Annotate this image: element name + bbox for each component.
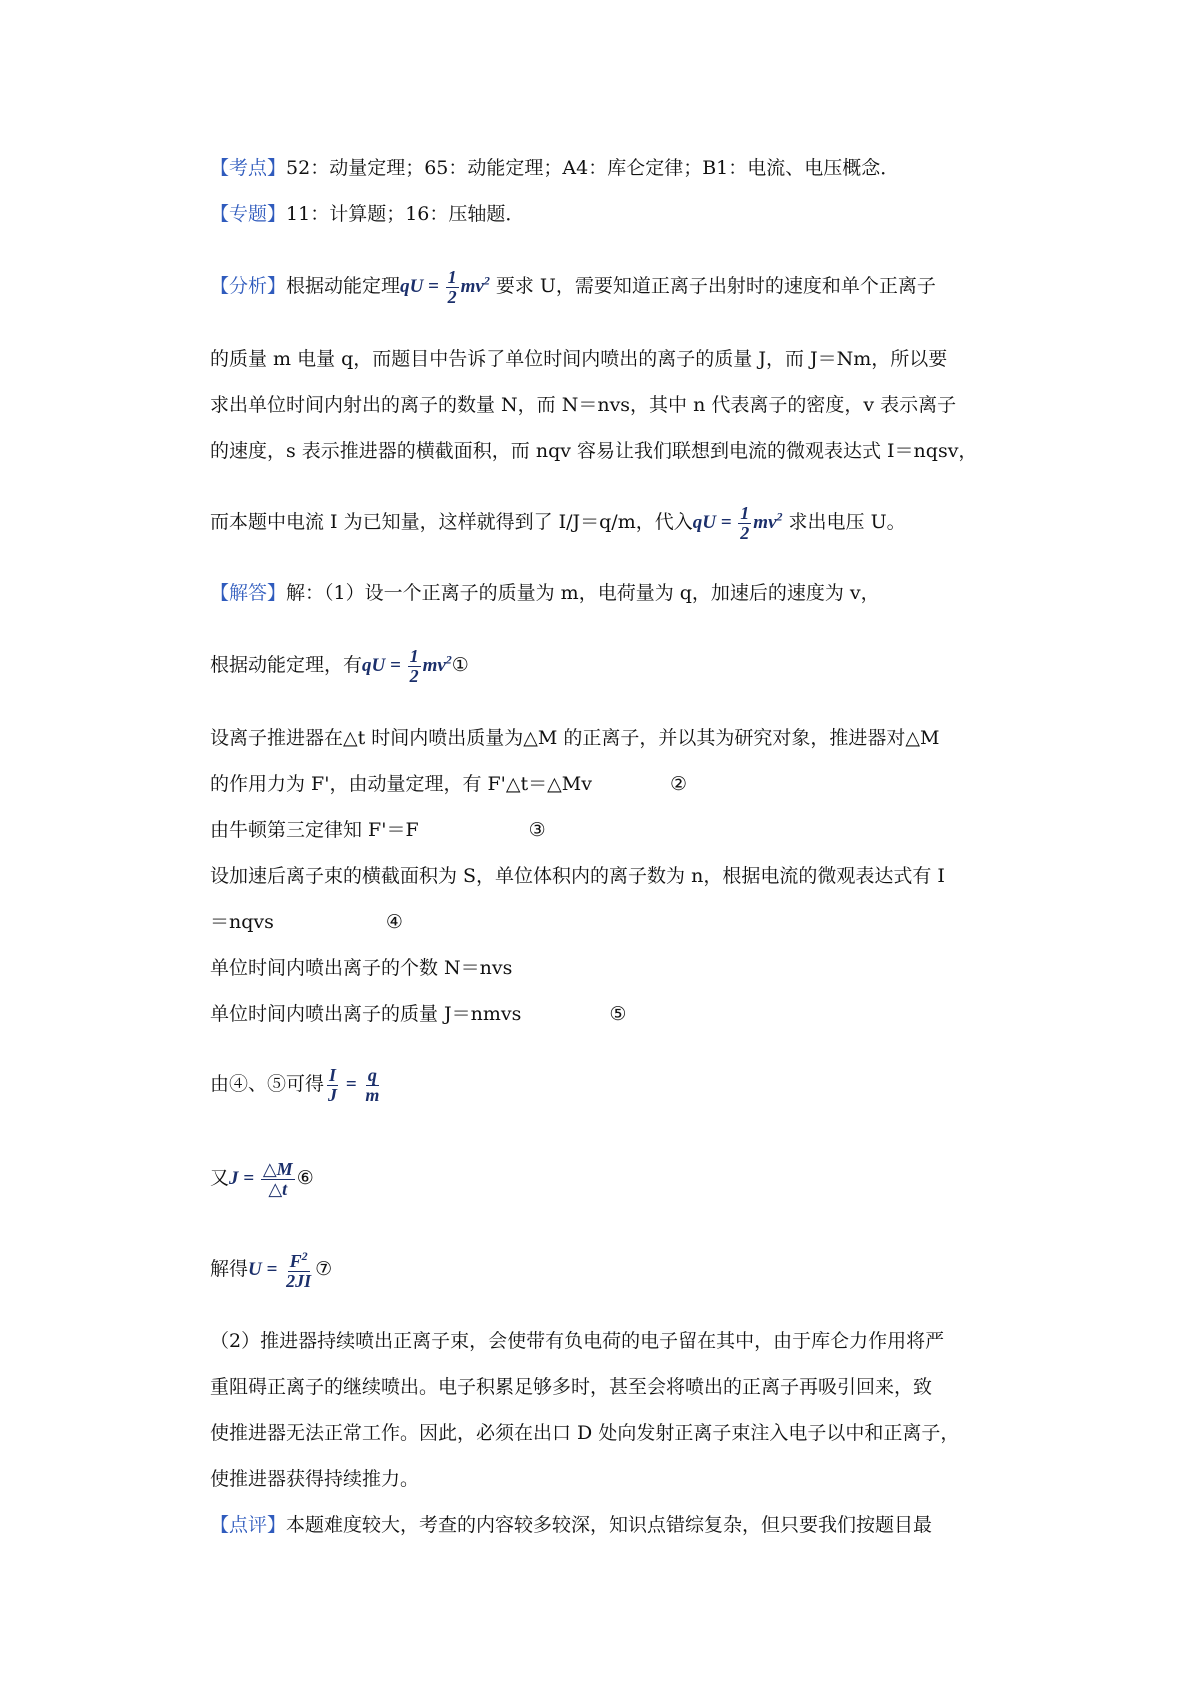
jieda-p2-line-1: （2）推进器持续喷出正离子束，会使带有负电荷的电子留在其中，由于库仑力作用将严: [210, 1330, 945, 1352]
kaodian-text: 52：动量定理；65：动能定理；A4：库仑定律；B1：电流、电压概念．: [286, 157, 900, 179]
fenxi-line-2: 的质量 m 电量 q，而题目中告诉了单位时间内喷出的离子的质量 J，而 J＝Nm，所以要: [210, 348, 948, 370]
jieda-tag: 解答: [229, 582, 268, 604]
jieda-p2-line-3: 使推进器无法正常工作。因此，必须在出口 D 处向发射正离子束注入电子以中和正离子，: [210, 1422, 960, 1444]
jieda-line-6: 设加速后离子束的横截面积为 S，单位体积内的离子数为 n，根据电流的微观表达式有 I: [210, 865, 945, 887]
i-over-j-formula: $\frac{I}{J}$ = $\frac{q}{m}$: [328, 1065, 380, 1105]
jieda-p2-line-4: 使推进器获得持续推力。: [210, 1468, 420, 1490]
fenxi-line-3: 求出单位时间内射出的离子的数量 N，而 N＝nvs，其中 n 代表离子的密度，v 表示离子: [210, 394, 957, 416]
fenxi-text-1b: 要求 U，需要知道正离子出射时的速度和单个正离子: [489, 274, 936, 297]
kinetic-energy-formula: qU = $\frac{1}{2}$ $mv^2$: [362, 646, 452, 686]
jieda-line-10: 由④、⑤可得 $\frac{I}{J}$ = $\frac{q}{m}$: [210, 1066, 383, 1105]
kaodian-tag: 考点: [229, 157, 268, 179]
jieda-line-11: 又J = $\frac{\triangle M}{\triangle t}$ ⑥: [210, 1159, 314, 1199]
jieda-line-4: 的作用力为 F'，由动量定理，有 F'△t＝△Mv ②: [210, 773, 687, 795]
jieda-line-3: 设离子推进器在△t 时间内喷出质量为△M 的正离子，并以其为研究对象，推进器对△M: [210, 727, 940, 749]
fenxi-line-1: 【分析】根据动能定理qU = $\frac{1}{2}$ $mv^2$ 要求 U，需要知道正离子出射时的速度和单个正离子: [210, 267, 936, 307]
kaodian-line: 【考点】52：动量定理；65：动能定理；A4：库仑定律；B1：电流、电压概念．: [210, 157, 900, 179]
fenxi-text-5b: 求出电压 U。: [782, 510, 906, 533]
jieda-line-5: 由牛顿第三定律知 F'＝F ③: [210, 819, 546, 841]
circled-4: ④: [385, 911, 403, 933]
jieda-text-1: 解：（1）设一个正离子的质量为 m，电荷量为 q，加速后的速度为 v，: [286, 582, 880, 604]
kinetic-energy-formula: qU = $\frac{1}{2}$ $mv^2$: [692, 503, 783, 543]
jieda-line-9: 单位时间内喷出离子的质量 J＝nmvs ⑤: [210, 1003, 627, 1025]
dianping-tag: 点评: [229, 1514, 268, 1536]
fenxi-text-1a: 根据动能定理: [286, 274, 401, 297]
zhuanti-tag: 专题: [229, 203, 268, 225]
circled-5: ⑤: [609, 1003, 627, 1025]
fenxi-line-5: [210, 504, 906, 543]
circled-1: ①: [451, 653, 469, 676]
circled-7: ⑦: [315, 1257, 333, 1280]
jieda-line-1: 【解答】解：（1）设一个正离子的质量为 m，电荷量为 q，加速后的速度为 v，: [210, 582, 880, 604]
dianping-text: 本题难度较大，考查的内容较多较深，知识点错综复杂，但只要我们按题目最: [286, 1514, 933, 1536]
dianping-line: 【点评】本题难度较大，考查的内容较多较深，知识点错综复杂，但只要我们按题目最: [210, 1514, 933, 1536]
u-formula: U = $\frac{F^2}{2JI}$: [248, 1249, 312, 1291]
zhuanti-line: 【专题】11：计算题；16：压轴题．: [210, 203, 525, 225]
fenxi-line-4: 的速度，s 表示推进器的横截面积，而 nqv 容易让我们联想到电流的微观表达式 I＝nqsv，: [210, 440, 978, 462]
circled-6: ⑥: [296, 1166, 314, 1189]
circled-3: ③: [528, 819, 546, 841]
jieda-p2-line-2: 重阻碍正离子的继续喷出。电子积累足够多时，甚至会将喷出的正离子再吸引回来，致: [210, 1376, 933, 1398]
jieda-line-2: 根据动能定理，有qU = $\frac{1}{2}$ $mv^2①$: [210, 646, 469, 686]
zhuanti-text: 11：计算题；16：压轴题．: [286, 203, 525, 225]
fenxi-text-5a: 而本题中电流 I 为已知量，这样就得到了 I/J＝q/m，代入: [210, 510, 693, 533]
circled-2: ②: [669, 773, 687, 795]
jieda-line-12: 解得U = $\frac{F^2}{2JI}$ ⑦: [210, 1249, 333, 1291]
j-formula: J = $\frac{\triangle M}{\triangle t}$: [229, 1159, 293, 1199]
fenxi-tag: 分析: [229, 274, 268, 297]
jieda-line-8: 单位时间内喷出离子的个数 N＝nvs: [210, 957, 513, 979]
jieda-line-7: ＝nqvs ④: [210, 911, 403, 933]
kinetic-energy-formula: qU = $\frac{1}{2}$ $mv^2$: [400, 267, 490, 307]
